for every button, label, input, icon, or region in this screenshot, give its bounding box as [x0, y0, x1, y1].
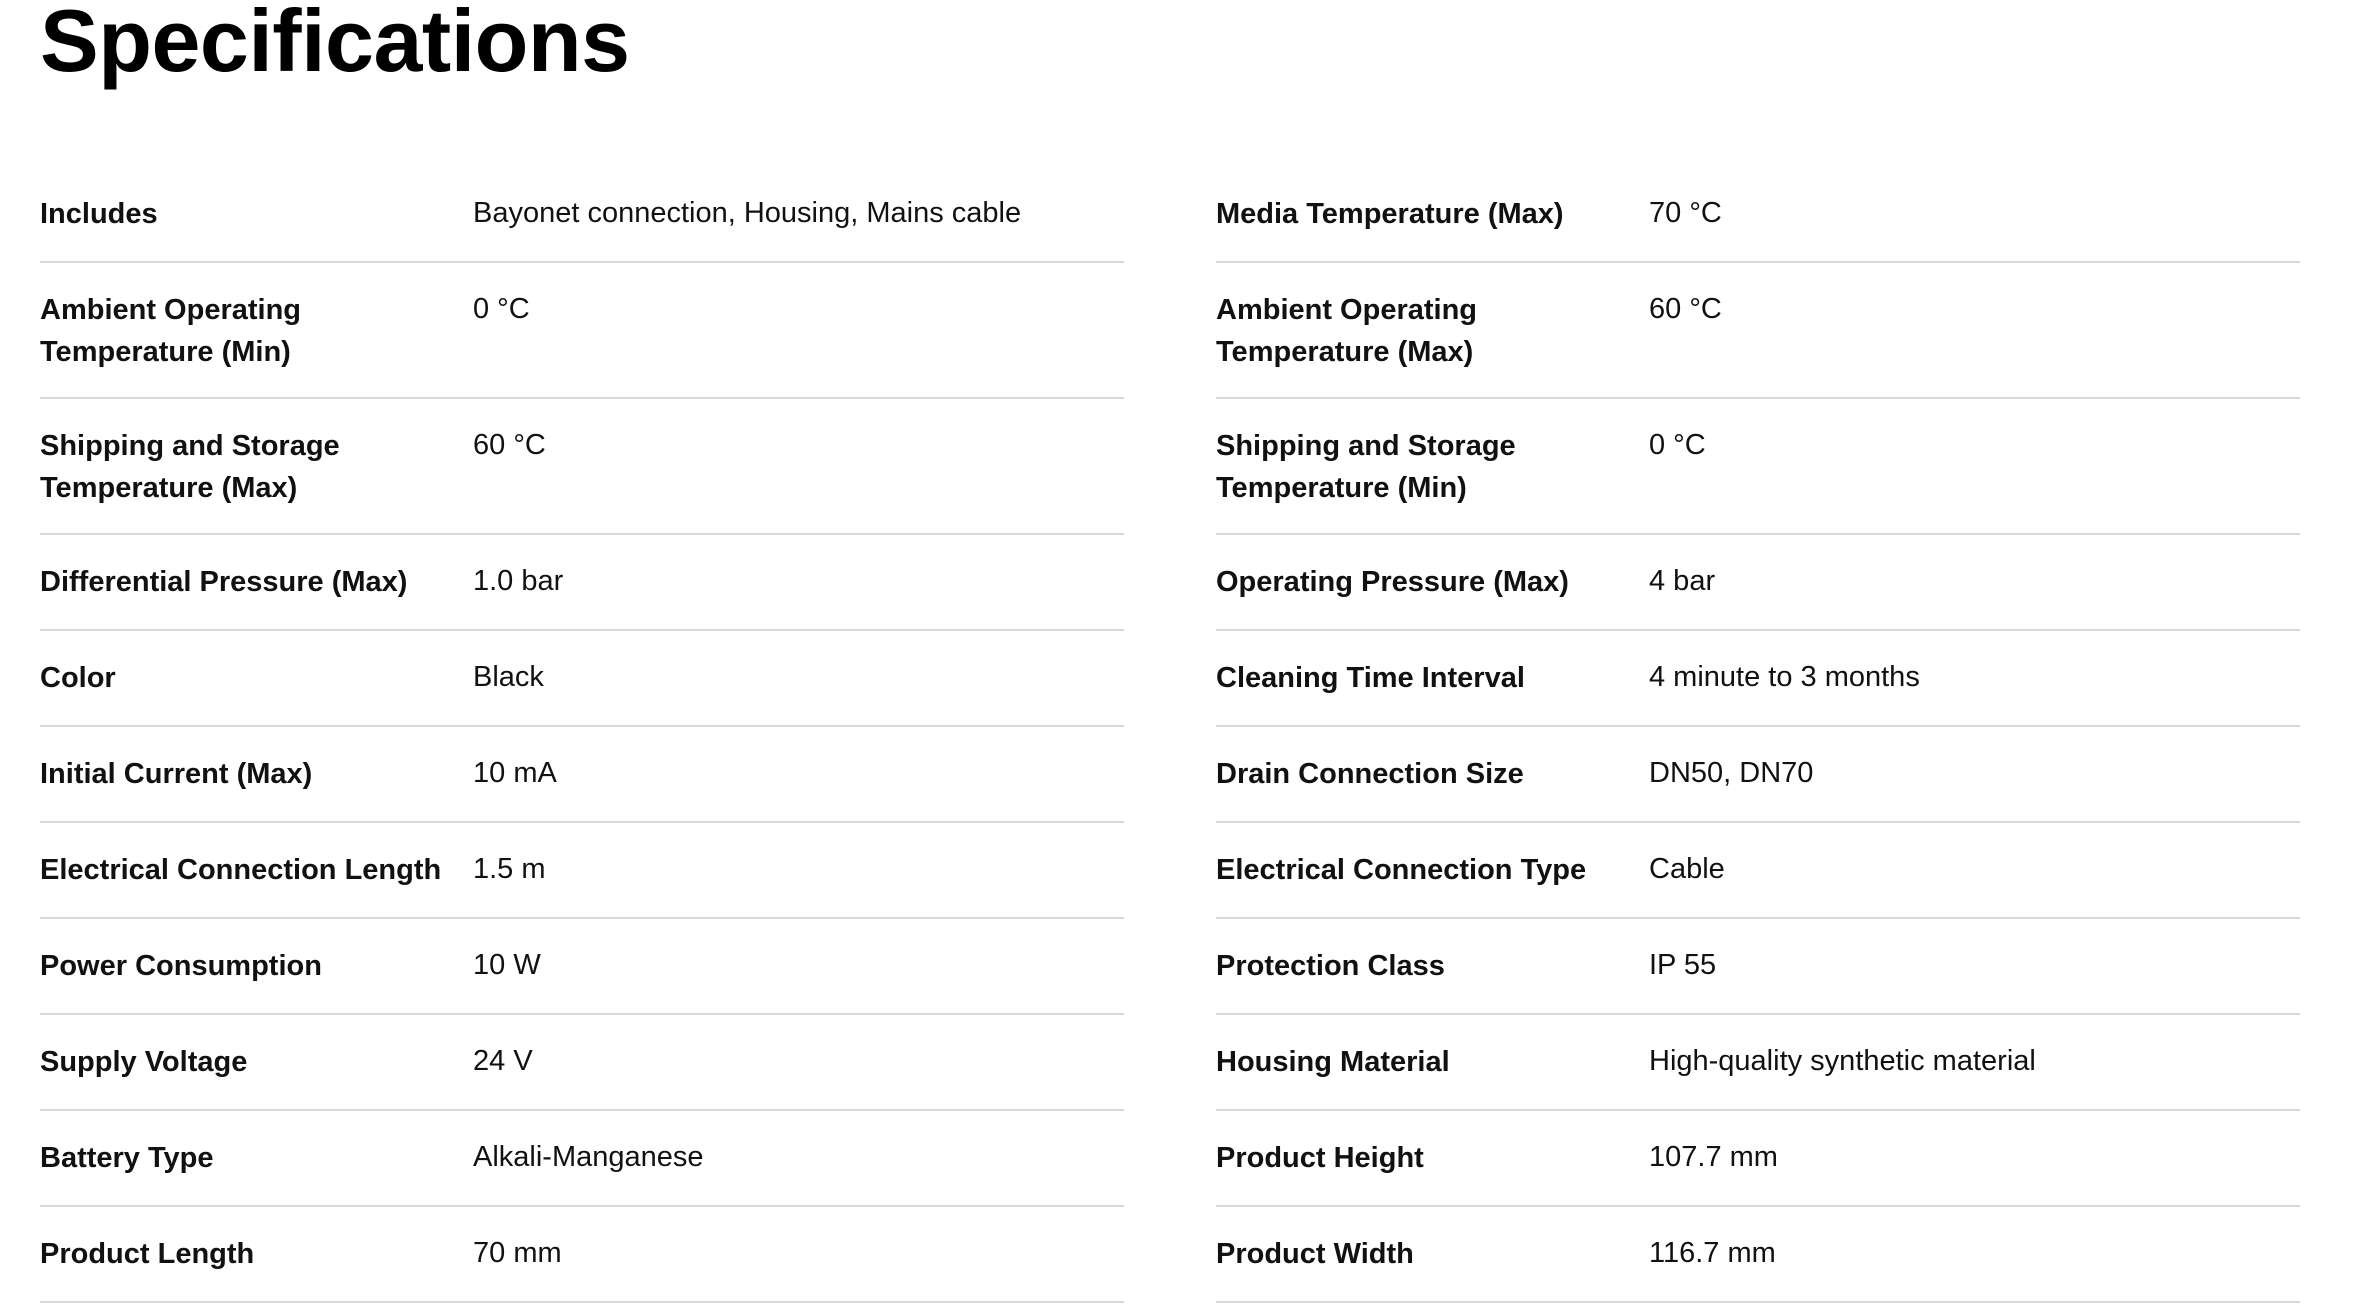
spec-value: Black	[473, 661, 544, 693]
spec-row-housing-material	[1216, 1015, 2300, 1111]
spec-label: Product Height	[1216, 1142, 1424, 1174]
spec-label: Electrical Connection Length	[40, 854, 442, 886]
spec-value: 1.0 bar	[473, 565, 564, 597]
specifications-section	[40, 0, 2300, 1270]
spec-label: Operating Pressure (Max)	[1216, 566, 1569, 598]
spec-label: Electrical Connection Type	[1216, 854, 1587, 886]
specifications-grid	[40, 167, 2300, 1303]
spec-value: 70 mm	[473, 1237, 562, 1269]
spec-label: Product Width	[1216, 1238, 1414, 1270]
spec-value: IP 55	[1649, 949, 1717, 981]
spec-row-product-length	[40, 1207, 1124, 1303]
spec-value: 60 °C	[473, 429, 546, 461]
spec-value: High-quality synthetic material	[1649, 1045, 2036, 1077]
spec-label: Media Temperature (Max)	[1216, 198, 1564, 230]
spec-value: 24 V	[473, 1045, 533, 1077]
spec-label: Protection Class	[1216, 950, 1445, 982]
spec-label: Cleaning Time Interval	[1216, 662, 1525, 694]
spec-label: Shipping and Storage Temperature (Min)	[1216, 430, 1516, 504]
spec-value: 4 minute to 3 months	[1649, 661, 1920, 693]
spec-row-initial-current-max	[40, 727, 1124, 823]
spec-label: Color	[40, 662, 116, 694]
spec-row-shipping-storage-temperature-min	[1216, 399, 2300, 535]
spec-row-media-temperature-max	[1216, 167, 2300, 263]
specifications-left-column	[40, 167, 1124, 1303]
spec-value: 116.7 mm	[1649, 1237, 1776, 1269]
spec-label: Drain Connection Size	[1216, 758, 1524, 790]
spec-row-color	[40, 631, 1124, 727]
spec-value: Cable	[1649, 853, 1725, 885]
spec-row-supply-voltage	[40, 1015, 1124, 1111]
spec-row-electrical-connection-type	[1216, 823, 2300, 919]
spec-row-operating-pressure-max	[1216, 535, 2300, 631]
spec-label: Includes	[40, 198, 158, 230]
spec-row-differential-pressure-max	[40, 535, 1124, 631]
spec-row-shipping-storage-temperature-max	[40, 399, 1124, 535]
spec-label: Ambient Operating Temperature (Max)	[1216, 294, 1478, 368]
page-title: Specifications	[40, 0, 630, 90]
spec-row-power-consumption	[40, 919, 1124, 1015]
spec-value: 1.5 m	[473, 853, 546, 885]
spec-value: Alkali-Manganese	[473, 1141, 704, 1173]
spec-value: 107.7 mm	[1649, 1141, 1778, 1173]
spec-value: 0 °C	[1649, 429, 1706, 461]
spec-label: Shipping and Storage Temperature (Max)	[40, 430, 340, 504]
spec-label: Ambient Operating Temperature (Min)	[40, 294, 302, 368]
spec-value: 10 W	[473, 949, 541, 981]
spec-value: 0 °C	[473, 293, 530, 325]
spec-row-ambient-operating-temperature-max	[1216, 263, 2300, 399]
spec-label: Battery Type	[40, 1142, 214, 1174]
spec-row-battery-type	[40, 1111, 1124, 1207]
spec-row-product-width	[1216, 1207, 2300, 1303]
spec-row-includes	[40, 167, 1124, 263]
spec-label: Differential Pressure (Max)	[40, 566, 408, 598]
spec-value: 4 bar	[1649, 565, 1716, 597]
spec-row-electrical-connection-length	[40, 823, 1124, 919]
spec-value: DN50, DN70	[1649, 757, 1814, 789]
spec-value: 70 °C	[1649, 197, 1722, 229]
spec-label: Housing Material	[1216, 1046, 1450, 1078]
spec-value: Bayonet connection, Housing, Mains cable	[473, 197, 1022, 229]
spec-label: Power Consumption	[40, 950, 322, 982]
spec-label: Initial Current (Max)	[40, 758, 313, 790]
spec-row-cleaning-time-interval	[1216, 631, 2300, 727]
spec-row-ambient-operating-temperature-min	[40, 263, 1124, 399]
spec-label: Supply Voltage	[40, 1046, 248, 1078]
spec-value: 10 mA	[473, 757, 557, 789]
spec-row-protection-class	[1216, 919, 2300, 1015]
spec-value: 60 °C	[1649, 293, 1722, 325]
spec-row-product-height	[1216, 1111, 2300, 1207]
specifications-right-column	[1216, 167, 2300, 1303]
spec-label: Product Length	[40, 1238, 255, 1270]
spec-row-drain-connection-size	[1216, 727, 2300, 823]
